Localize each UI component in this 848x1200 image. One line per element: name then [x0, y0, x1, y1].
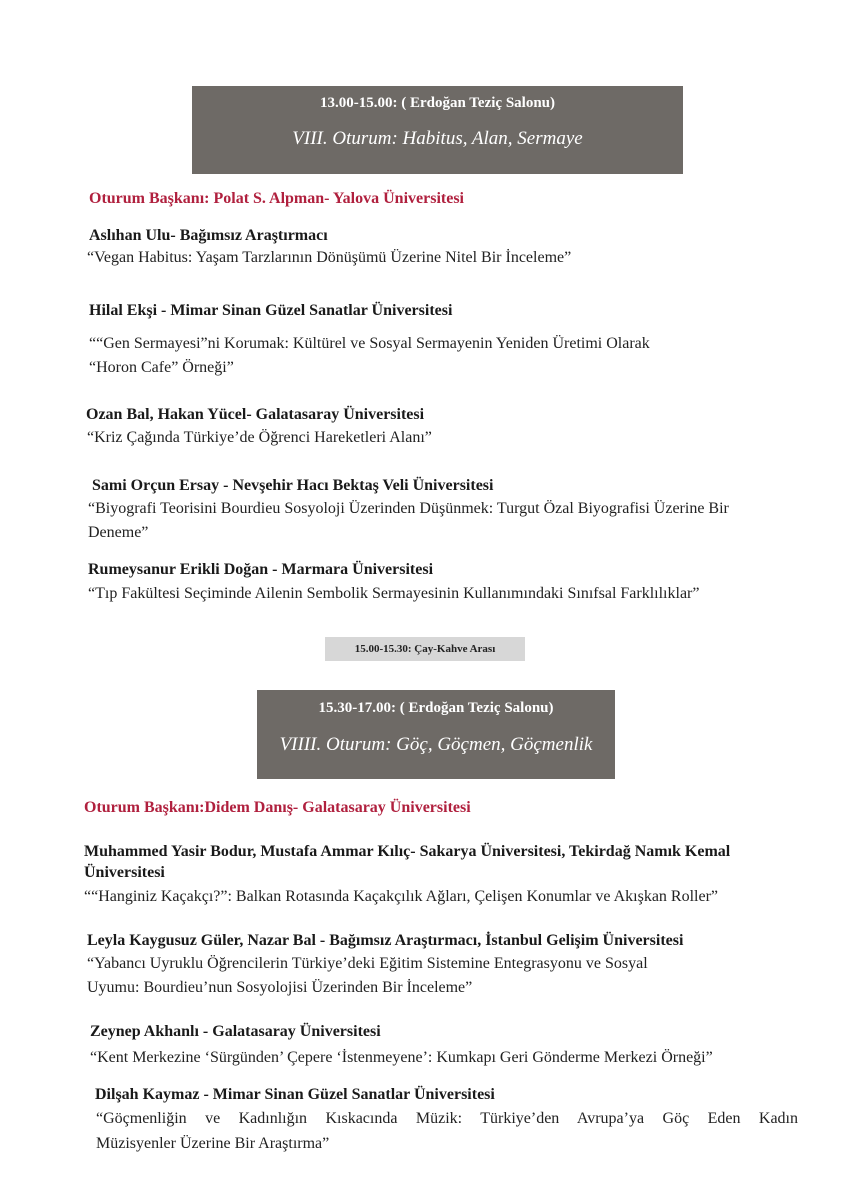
- paper-title: ““Hanginiz Kaçakçı?”: Balkan Rotasında Kaçakçılık Ağları, Çelişen Konumlar ve Akışkan Roller”: [84, 888, 719, 905]
- session-8-chair: Oturum Başkanı: Polat S. Alpman- Yalova Üniversitesi: [89, 190, 464, 207]
- paper-author: Sami Orçun Ersay - Nevşehir Hacı Bektaş Veli Üniversitesi: [92, 477, 494, 494]
- session-8-title: VIII. Oturum: Habitus, Alan, Sermaye: [292, 128, 583, 149]
- coffee-break: 15.00-15.30: Çay-Kahve Arası: [325, 637, 525, 661]
- paper-author: Dilşah Kaymaz - Mimar Sinan Güzel Sanatlar Üniversitesi: [95, 1086, 495, 1103]
- paper-author: Ozan Bal, Hakan Yücel- Galatasaray Üniversitesi: [86, 406, 425, 423]
- session-9-time: 15.30-17.00: ( Erdoğan Teziç Salonu): [318, 700, 554, 716]
- paper-title: “Göçmenliğin ve Kadınlığın Kıskacında Müzik: Türkiye’den Avrupa’ya Göç Eden Kadın: [96, 1110, 798, 1127]
- paper-author: Hilal Ekşi - Mimar Sinan Güzel Sanatlar Üniversitesi: [89, 302, 453, 319]
- paper-title: “Tıp Fakültesi Seçiminde Ailenin Sembolik Sermayesinin Kullanımındaki Sınıfsal Farklılıklar”: [88, 585, 700, 602]
- paper-title: “Kent Merkezine ‘Sürgünden’ Çepere ‘İstenmeyene’: Kumkapı Geri Gönderme Merkezi Örneği”: [90, 1049, 713, 1066]
- session-8-time: 13.00-15.00: ( Erdoğan Teziç Salonu): [319, 95, 556, 111]
- paper-title: ““Gen Sermayesi”ni Korumak: Kültürel ve Sosyal Sermayenin Yeniden Üretimi Olarak: [89, 335, 650, 352]
- paper-title: “Horon Cafe” Örneği”: [89, 359, 234, 376]
- paper-author: Rumeysanur Erikli Doğan - Marmara Üniversitesi: [88, 561, 434, 578]
- paper-author: Zeynep Akhanlı - Galatasaray Üniversitesi: [90, 1023, 381, 1040]
- paper-title: “Yabancı Uyruklu Öğrencilerin Türkiye’deki Eğitim Sistemine Entegrasyonu ve Sosyal: [87, 955, 648, 972]
- paper-title: Müzisyenler Üzerine Bir Araştırma”: [96, 1135, 330, 1152]
- paper-title: “Vegan Habitus: Yaşam Tarzlarının Dönüşümü Üzerine Nitel Bir İnceleme”: [87, 249, 572, 266]
- paper-author: Aslıhan Ulu- Bağımsız Araştırmacı: [89, 227, 328, 244]
- paper-title: “Kriz Çağında Türkiye’de Öğrenci Hareketleri Alanı”: [87, 429, 432, 446]
- session-9-chair: Oturum Başkanı:Didem Danış- Galatasaray Üniversitesi: [84, 799, 471, 816]
- session-9-title: VIIII. Oturum: Göç, Göçmen, Göçmenlik: [279, 734, 593, 755]
- session-9-header: [257, 690, 615, 779]
- paper-title: “Biyografi Teorisini Bourdieu Sosyoloji Üzerinden Düşünmek: Turgut Özal Biyografisi Üzerine Bir: [88, 500, 729, 517]
- paper-title: Deneme”: [88, 524, 149, 541]
- paper-author: Üniversitesi: [84, 864, 165, 881]
- paper-author: Leyla Kaygusuz Güler, Nazar Bal - Bağımsız Araştırmacı, İstanbul Gelişim Üniversitesi: [87, 932, 684, 949]
- session-8-header: [192, 86, 683, 174]
- paper-author: Muhammed Yasir Bodur, Mustafa Ammar Kılıç- Sakarya Üniversitesi, Tekirdağ Namık Kemal: [84, 843, 731, 860]
- paper-title: Uyumu: Bourdieu’nun Sosyolojisi Üzerinden Bir İnceleme”: [87, 979, 473, 996]
